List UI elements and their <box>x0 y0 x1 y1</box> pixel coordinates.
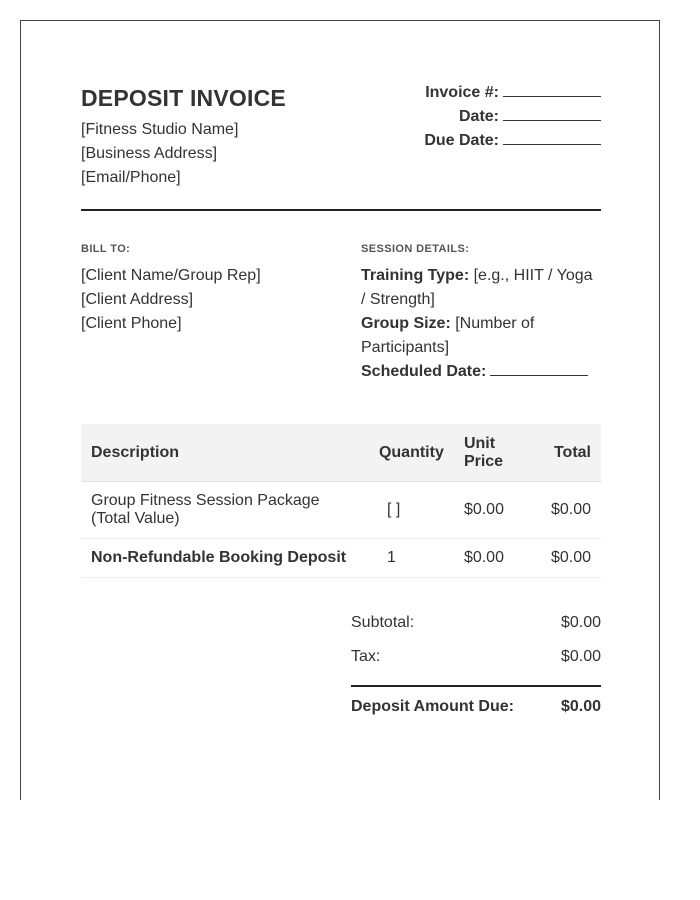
due-date-label: Due Date: <box>424 132 499 149</box>
due-date-row <box>424 129 601 153</box>
subtotal-label: Subtotal: <box>351 614 415 631</box>
invoice-number-row <box>424 81 601 105</box>
group-size-value: [Number of Participants] <box>361 315 535 356</box>
company-contact: [Email/Phone] <box>81 169 181 186</box>
company-info <box>81 118 238 190</box>
company-address: [Business Address] <box>81 145 218 162</box>
invoice-header <box>81 21 601 211</box>
invoice-date-blank[interactable] <box>503 105 601 121</box>
tax-label: Tax: <box>351 648 381 665</box>
session-details-section <box>361 243 601 384</box>
bill-to-section <box>81 243 341 336</box>
invoice-meta <box>424 81 601 153</box>
row-description: Non-Refundable Booking Deposit <box>81 539 369 578</box>
header-description: Description <box>81 424 369 482</box>
client-address: [Client Address] <box>81 291 194 308</box>
row-quantity: [ ] <box>369 482 454 539</box>
deposit-due-value: $0.00 <box>560 698 601 715</box>
header-divider <box>81 209 601 211</box>
deposit-due-label: Deposit Amount Due: <box>351 698 514 715</box>
table-row <box>81 482 601 539</box>
client-name: [Client Name/Group Rep] <box>81 267 261 284</box>
bill-to-lines <box>81 264 341 336</box>
info-section <box>81 243 601 403</box>
group-size-line <box>361 312 601 360</box>
deposit-due-row <box>351 695 601 729</box>
header-quantity: Quantity <box>369 424 454 482</box>
row-unit-price: $0.00 <box>454 539 541 578</box>
scheduled-date-line <box>361 360 601 384</box>
invoice-title: DEPOSIT INVOICE <box>81 85 286 111</box>
table-row <box>81 539 601 578</box>
invoice-date-row <box>424 105 601 129</box>
session-details-heading: SESSION DETAILS: <box>361 243 470 255</box>
invoice-page <box>20 20 660 800</box>
company-name: [Fitness Studio Name] <box>81 121 239 138</box>
row-total: $0.00 <box>541 482 601 539</box>
row-total: $0.00 <box>541 539 601 578</box>
invoice-date-label: Date: <box>458 108 499 125</box>
group-size-label: Group Size: <box>361 315 451 332</box>
header-total: Total <box>541 424 601 482</box>
invoice-number-blank[interactable] <box>503 81 601 97</box>
subtotal-value: $0.00 <box>560 614 601 631</box>
invoice-number-label: Invoice #: <box>425 84 499 101</box>
totals-section <box>351 611 601 729</box>
scheduled-date-blank[interactable] <box>490 360 588 376</box>
row-unit-price: $0.00 <box>454 482 541 539</box>
scheduled-date-label: Scheduled Date: <box>361 363 487 380</box>
tax-row <box>351 645 601 679</box>
due-date-blank[interactable] <box>503 129 601 145</box>
invoice-content <box>81 21 601 715</box>
row-quantity: 1 <box>369 539 454 578</box>
row-description: Group Fitness Session Package (Total Value) <box>81 482 369 539</box>
session-details-lines <box>361 264 601 384</box>
training-type-label: Training Type: <box>361 267 470 284</box>
table-header-row <box>81 424 601 482</box>
client-phone: [Client Phone] <box>81 315 182 332</box>
bill-to-heading: BILL TO: <box>81 243 131 255</box>
tax-value: $0.00 <box>560 648 601 665</box>
header-unit-price: Unit Price <box>454 424 541 482</box>
training-type-line <box>361 264 601 312</box>
line-items-table <box>81 424 601 578</box>
totals-divider <box>351 685 601 687</box>
subtotal-row <box>351 611 601 645</box>
training-type-value: [e.g., HIIT / Yoga / Strength] <box>361 267 593 308</box>
